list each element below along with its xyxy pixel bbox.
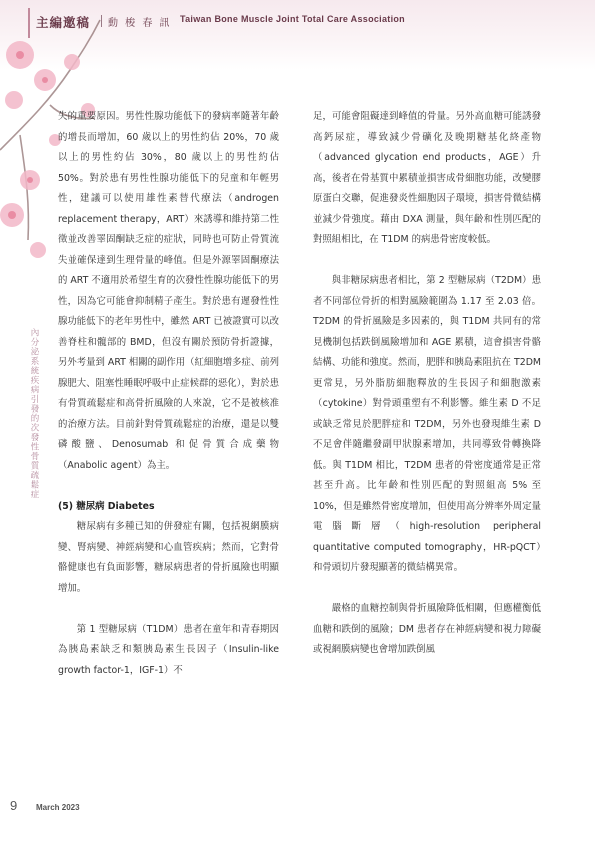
paragraph: 第 1 型糖尿病（T1DM）患者在童年和青春期因為胰島素缺乏和類胰島素生長因子（Insulin-like growth factor-1，IGF-1）不	[58, 623, 279, 676]
article-side-label: 內分泌系統疾病引發的次發性骨質疏鬆症	[29, 328, 39, 499]
section-title: 主編邀稿	[36, 15, 91, 30]
header-divider	[101, 15, 102, 27]
paragraph: 糖尿病有多種已知的併發症有關，包括視網膜病變、腎病變、神經病變和心血管疾病；然而，它對骨骼健康也有負面影響，糖尿病患者的骨折風險也明顯增加。	[58, 521, 279, 594]
right-text-column	[313, 107, 541, 661]
paragraph: 與非糖尿病患者相比，第 2 型糖尿病（T2DM）患者不同部位骨折的相對風險範圍為 1.17 至 2.03 倍。T2DM 的骨折風險是多因素的，與 T1DM 共同有的常見機制包括跌倒風險增加和 AGE 累積，這會損害骨骼結構、功能和強度。然而，肥胖和胰島素阻抗在 T2DM 更常見，另外脂肪細胞釋放的生長因子和細胞激素（cytokine）對骨頭重塑有不利影響。維生素 D 不足或缺乏常見於肥胖症和 T2DM，另外也發現維生素 D 不足會伴隨繼發副甲狀腺素增加，共同導致骨轉換降低。與 T1DM 相比，T2DM 患者的骨密度通常是正常甚至升高。比年齡和性別匹配的對照組高 5% 至 10%，但是雖然骨密度增加，但使用高分辨率外周定量電腦斷層（high-resolution peripheral quantitative computed tomography，HR-pQCT）和骨頭切片發現顯著的微結構異常。	[313, 275, 541, 573]
issue-date: March 2023	[36, 803, 80, 812]
paragraph: 足，可能會阻礙達到峰值的骨量。另外高血糖可能誘發高鈣尿症，導致減少骨礦化及晚期糖基化終產物（advanced glycation end products，AGE）升高，後者在骨基質中累積並損害成骨細胞功能，改變膠原蛋白交聯，促進發炎性細胞因子環境，損害骨微結構並減少骨強度。藉由 DXA 測量，與年齡和性別匹配的對照組相比，在 T1DM 的病患骨密度較低。	[313, 111, 541, 245]
paragraph: 失的重要原因。男性性腺功能低下的發病率隨著年齡的增長而增加，60 歲以上的男性約佔 20%，70 歲以上的男性約佔 30%，80 歲以上的男性約佔 50%。對於患有男性性腺功能低下的兒童和年輕男性，建議可以使用雄性素替代療法（androgen replacement therapy，ART）來誘導和維持第二性徵並改善睪固酮缺乏症的症狀，同時也可防止骨質流失並確保達到生理骨量的峰值。但是外源睪固酮療法的 ART 不適用於希望生育的次發性性腺功能低下的男性，因為它可能會抑制精子產生。對於患有遲發性性腺功能低下的老年男性中，雖然 ART 已被證實可以改善脊柱和髖部的 BMD，但沒有關於預防骨折證據，另外考量到 ART 相關的副作用（紅細胞增多症、前列腺肥大、阻塞性睡眠呼吸中止症候群的惡化），對於患有骨質疏鬆症和高骨折風險的人來說，它不是被核准的治療方法。目前針對骨質疏鬆症的治療，還是以雙磷酸鹽、Denosumab 和促骨質合成藥物（Anabolic agent）為主。	[58, 111, 279, 471]
association-name: Taiwan Bone Muscle Joint Total Care Association	[180, 14, 405, 24]
left-text-column	[58, 107, 279, 681]
page-number: 9	[10, 798, 18, 813]
paragraph: 嚴格的血糖控制與骨折風險降低相關，但應權衡低血糖和跌倒的風險；DM 患者存在神經病變和視力障礙或視網膜病變也會增加跌倒風	[313, 603, 541, 655]
section-heading: (5) 糖尿病 Diabetes	[58, 500, 155, 512]
newsletter-name: 動 梭 春 訊	[108, 18, 172, 29]
header-accent-bar	[28, 8, 30, 38]
